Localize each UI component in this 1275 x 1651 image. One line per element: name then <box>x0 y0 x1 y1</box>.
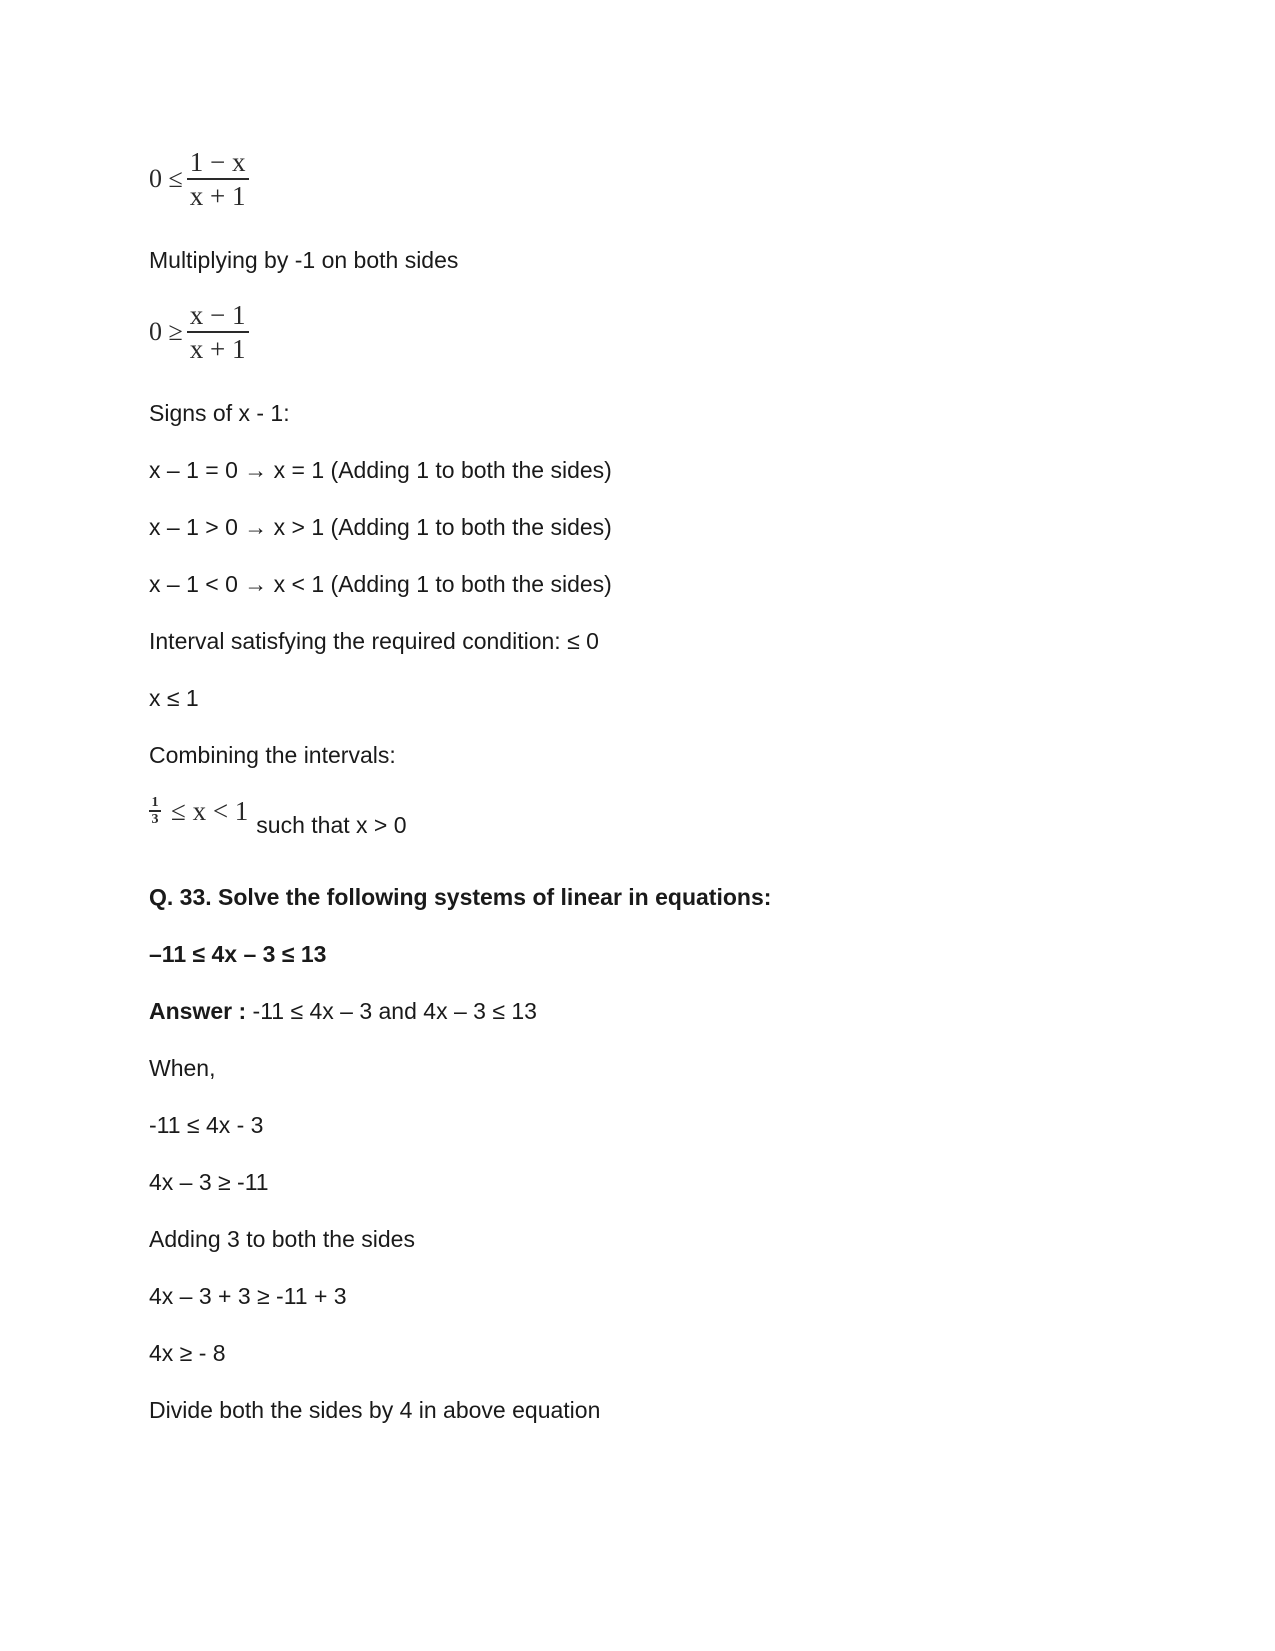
fraction-numerator: x − 1 <box>189 300 246 330</box>
text-adding-3: Adding 3 to both the sides <box>149 1226 415 1252</box>
text-step-2: 4x – 3 ≥ -11 <box>149 1169 269 1195</box>
fraction-denominator: x + 1 <box>189 334 246 364</box>
fraction-denominator: x + 1 <box>189 181 246 211</box>
question-expression: –11 ≤ 4x – 3 ≤ 13 <box>149 941 327 967</box>
text-greater-zero: x – 1 > 0 → x > 1 (Adding 1 to both the sides) <box>149 514 612 540</box>
small-fraction <box>149 795 161 827</box>
fraction-inequality-2 <box>149 299 249 365</box>
text-when: When, <box>149 1055 216 1081</box>
answer-label: Answer : <box>149 998 247 1024</box>
text-step-3: 4x – 3 + 3 ≥ -11 + 3 <box>149 1283 347 1309</box>
text-eq-zero: x – 1 = 0 → x = 1 (Adding 1 to both the sides) <box>149 457 612 483</box>
text-step-1: -11 ≤ 4x - 3 <box>149 1112 264 1138</box>
question-heading: Q. 33. Solve the following systems of linear in equations: <box>149 884 772 910</box>
fraction <box>187 299 249 365</box>
interval-inequality: ≤ x < 1 <box>171 795 249 826</box>
text-multiplying: Multiplying by -1 on both sides <box>149 247 459 273</box>
text-combining: Combining the intervals: <box>149 742 396 768</box>
fraction <box>187 146 249 212</box>
fraction-denominator: 3 <box>151 812 159 827</box>
inequality-lhs: 0 ≤ <box>149 164 183 193</box>
text-interval: Interval satisfying the required condition: ≤ 0 <box>149 628 599 654</box>
text-step-4: 4x ≥ - 8 <box>149 1340 226 1366</box>
fraction-numerator: 1 − x <box>189 147 246 177</box>
interval-condition: such that x > 0 <box>256 811 407 838</box>
fraction-inequality-1 <box>149 146 249 212</box>
answer-line <box>149 997 537 1025</box>
text-signs: Signs of x - 1: <box>149 400 290 426</box>
text-less-zero: x – 1 < 0 → x < 1 (Adding 1 to both the sides) <box>149 571 612 597</box>
text-x-le-1: x ≤ 1 <box>149 685 199 711</box>
text-divide: Divide both the sides by 4 in above equation <box>149 1397 601 1423</box>
combined-interval <box>149 795 407 838</box>
inequality-lhs: 0 ≥ <box>149 317 183 346</box>
answer-text: -11 ≤ 4x – 3 and 4x – 3 ≤ 13 <box>246 998 537 1024</box>
fraction-numerator: 1 <box>151 795 159 810</box>
